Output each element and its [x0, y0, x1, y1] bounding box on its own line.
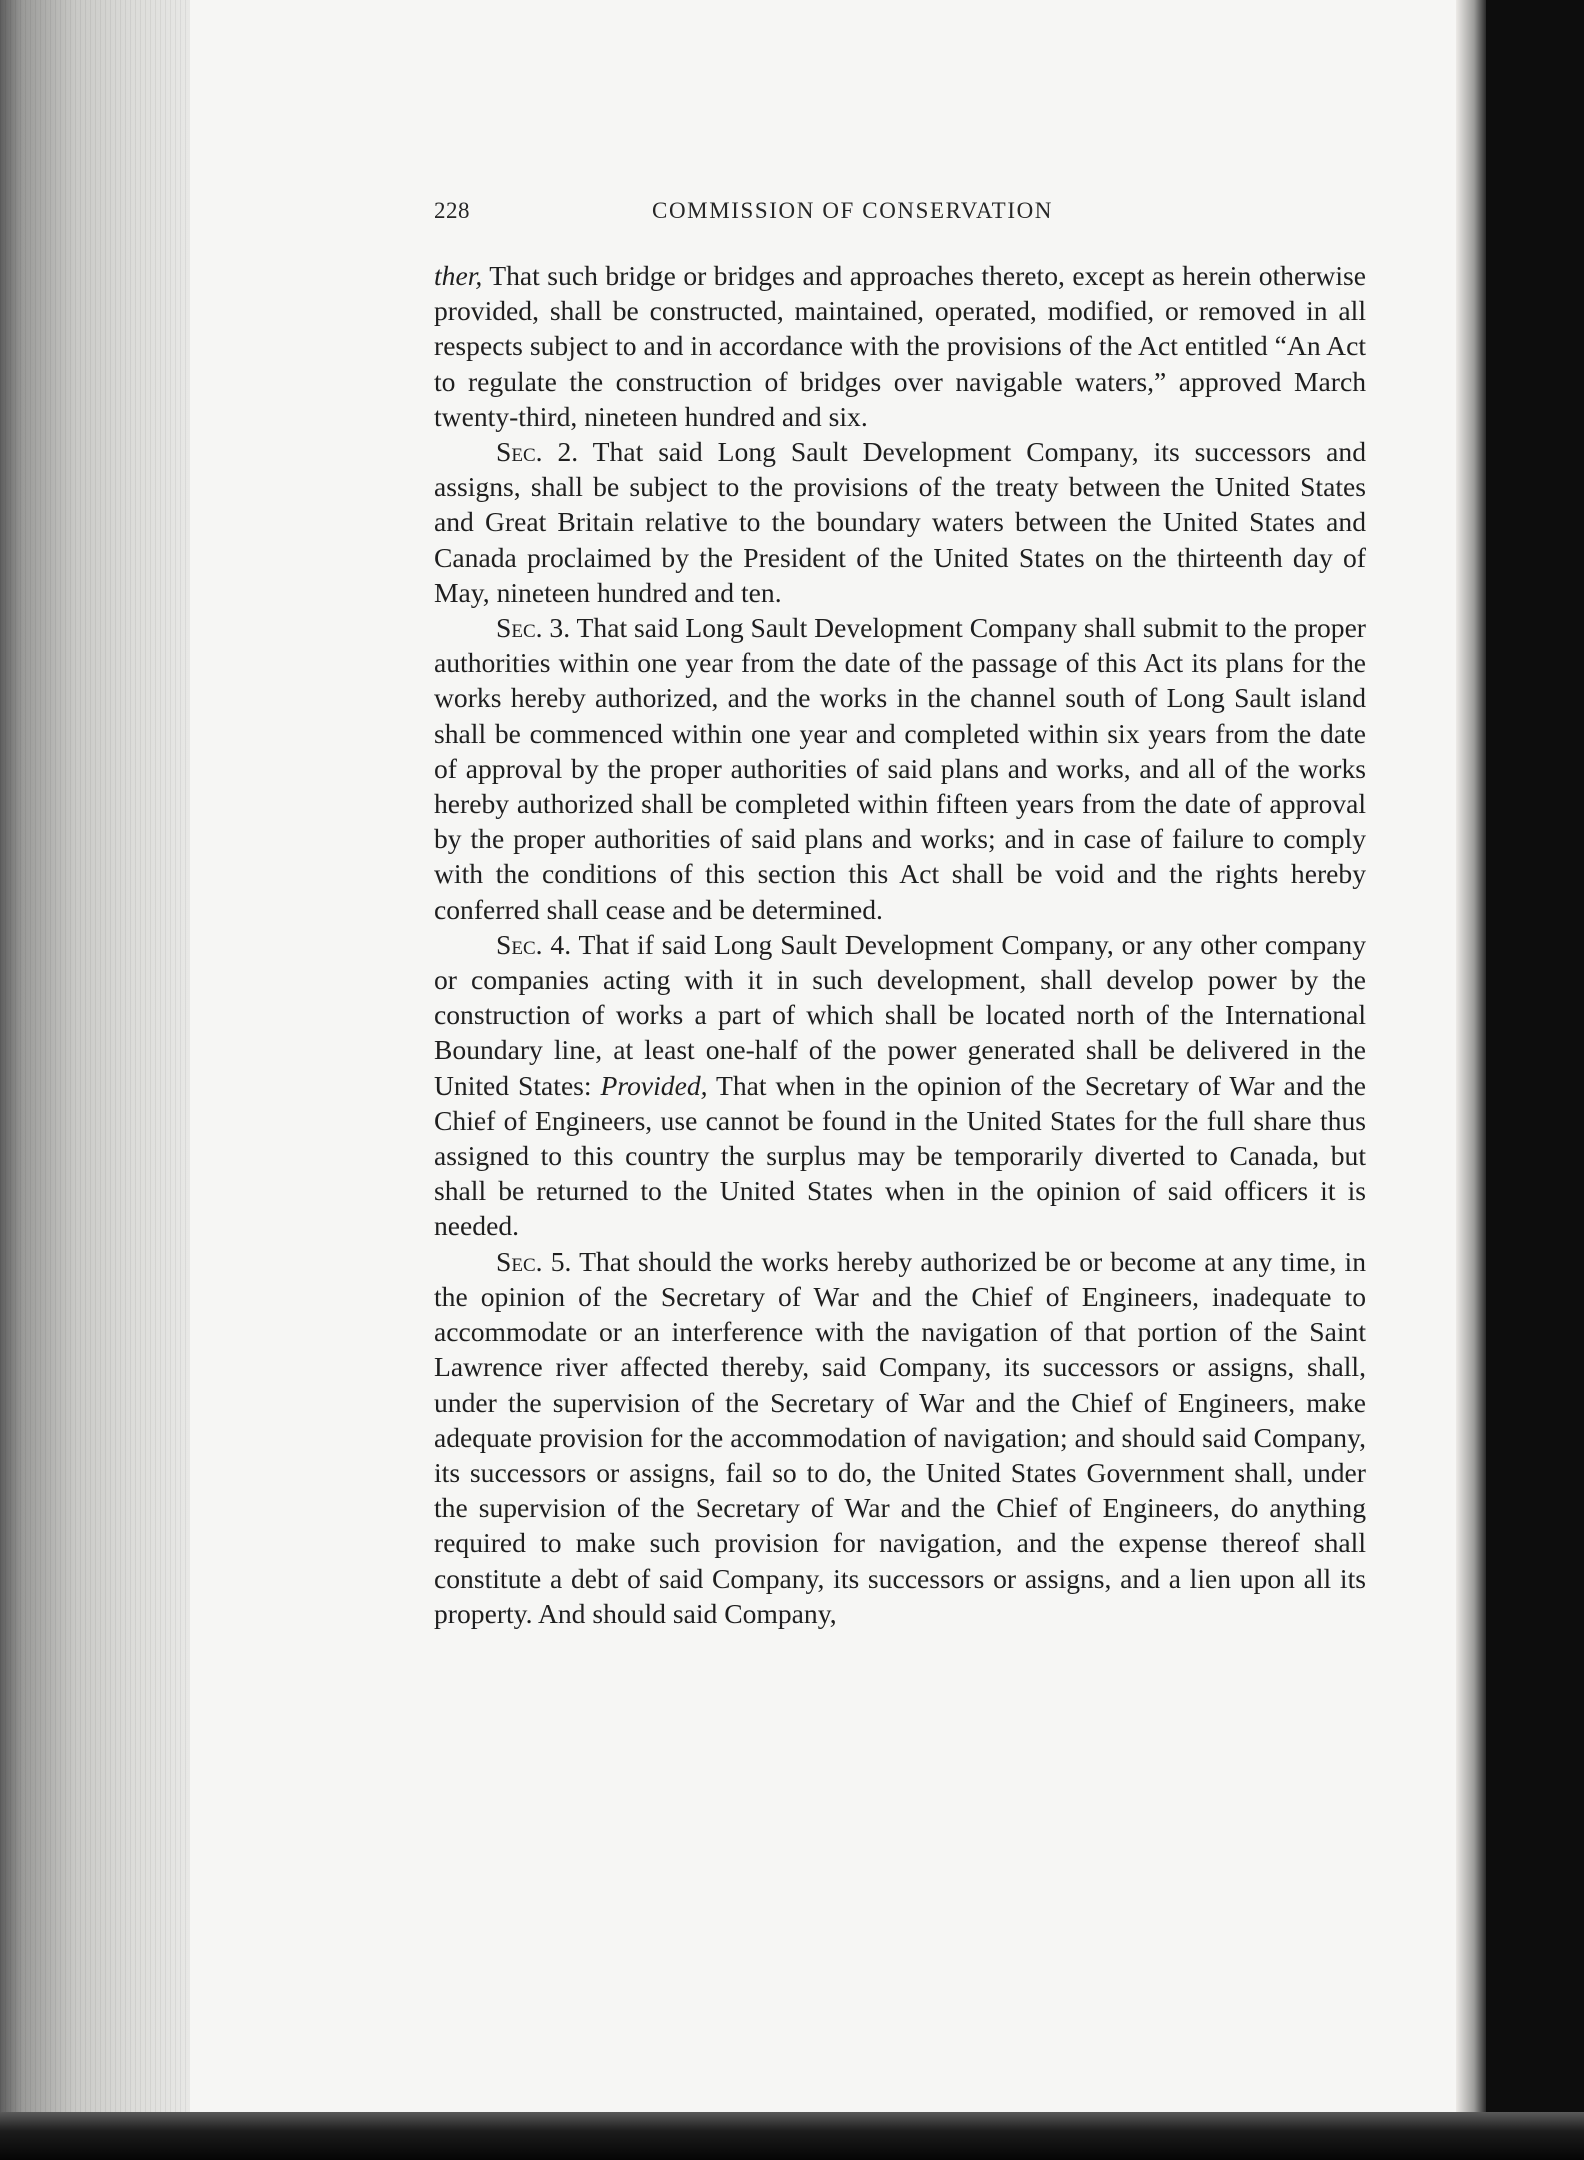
paragraph-sec-4 [434, 927, 1366, 1244]
section-label: Sec. 4. [496, 928, 572, 960]
binding-edge [1486, 0, 1584, 2160]
page-stack-edge [0, 0, 190, 2160]
page [190, 0, 1456, 2112]
paragraph-text: That said Long Sault Development Company shall submit to the proper authorities within one year from the date of the passage of this Act its plans for the works hereby authorized, and the works in the channel south of Long Sault island shall be commenced within one year and completed within six years from the date of approval by the proper authorities of said plans and works, and all of the works hereby authorized shall be completed within fifteen years from the date of approval by the proper authorities of said plans and works; and in case of failure to comply with the conditions of this section this Act shall be void and the rights hereby conferred shall cease and be determined. [434, 612, 1366, 925]
section-label: Sec. 2. [496, 436, 579, 468]
paragraph-sec-5 [434, 1244, 1366, 1631]
binding-shadow [1456, 0, 1486, 2160]
bottom-edge [0, 2112, 1584, 2160]
page-header [434, 198, 1366, 238]
paragraph-text: That such bridge or bridges and approaches thereto, except as herein otherwise provided, shall be constructed, maintained, operated, modified, or removed in all respects subject to and in accordance with the provisions of the Act entitled “An Act to regulate the construction of bridges over navigable waters,” approved March twenty-third, nineteen hundred and six. [434, 260, 1366, 432]
paragraph-text: That should the works hereby authorized be or become at any time, in the opinion of the Secretary of War and the Chief of Engineers, inadequate to accommodate or an interference with the navigation of that portion of the Saint Lawrence river affected thereby, said Company, its successors or assigns, shall, under the supervision of the Secretary of War and the Chief of Engineers, make adequate provision for the accommodation of navigation; and should said Company, its successors or assigns, fail so to do, the United States Government shall, under the supervision of the Secretary of War and the Chief of Engineers, do anything required to make such provision for navigation, and the expense thereof shall constitute a debt of said Company, its successors or assigns, and a lien upon all its property. And should said Company, [434, 1245, 1367, 1629]
italic-proviso: Provided, [600, 1069, 708, 1101]
paragraph-continuation [434, 258, 1366, 434]
section-label: Sec. 3. [496, 612, 571, 644]
running-head: COMMISSION OF CONSERVATION [652, 198, 1054, 223]
paragraph-sec-2 [434, 434, 1366, 610]
paragraph-text: That said Long Sault Development Company, its successors and assigns, shall be subject to the provisions of the treaty between the United States and Great Britain relative to the boundary waters between the United States and Canada proclaimed by the President of the United States on the thirteenth day of May, nineteen hundred and ten. [434, 436, 1366, 608]
section-label: Sec. 5. [496, 1245, 572, 1277]
paragraph-text: That if said Long Sault Development Company, or any other company or companies acting with it in such development, shall develop power by the construction of works a part of which shall be located north of the International Boundary line, at least one-half of the power generated shall be delivered in the United States: [434, 928, 1366, 1101]
italic-lead: ther, [434, 260, 483, 291]
page-number: 228 [434, 198, 470, 223]
body-text [434, 258, 1366, 1631]
paragraph-sec-3 [434, 610, 1366, 927]
paragraph-text: That when in the opinion of the Secretary of War and the Chief of Engineers, use cannot be found in the United States for the full share thus assigned to this country the surplus may be temporarily diverted to Canada, but shall be returned to the United States when in the opinion of said officers it is needed. [434, 1069, 1366, 1242]
